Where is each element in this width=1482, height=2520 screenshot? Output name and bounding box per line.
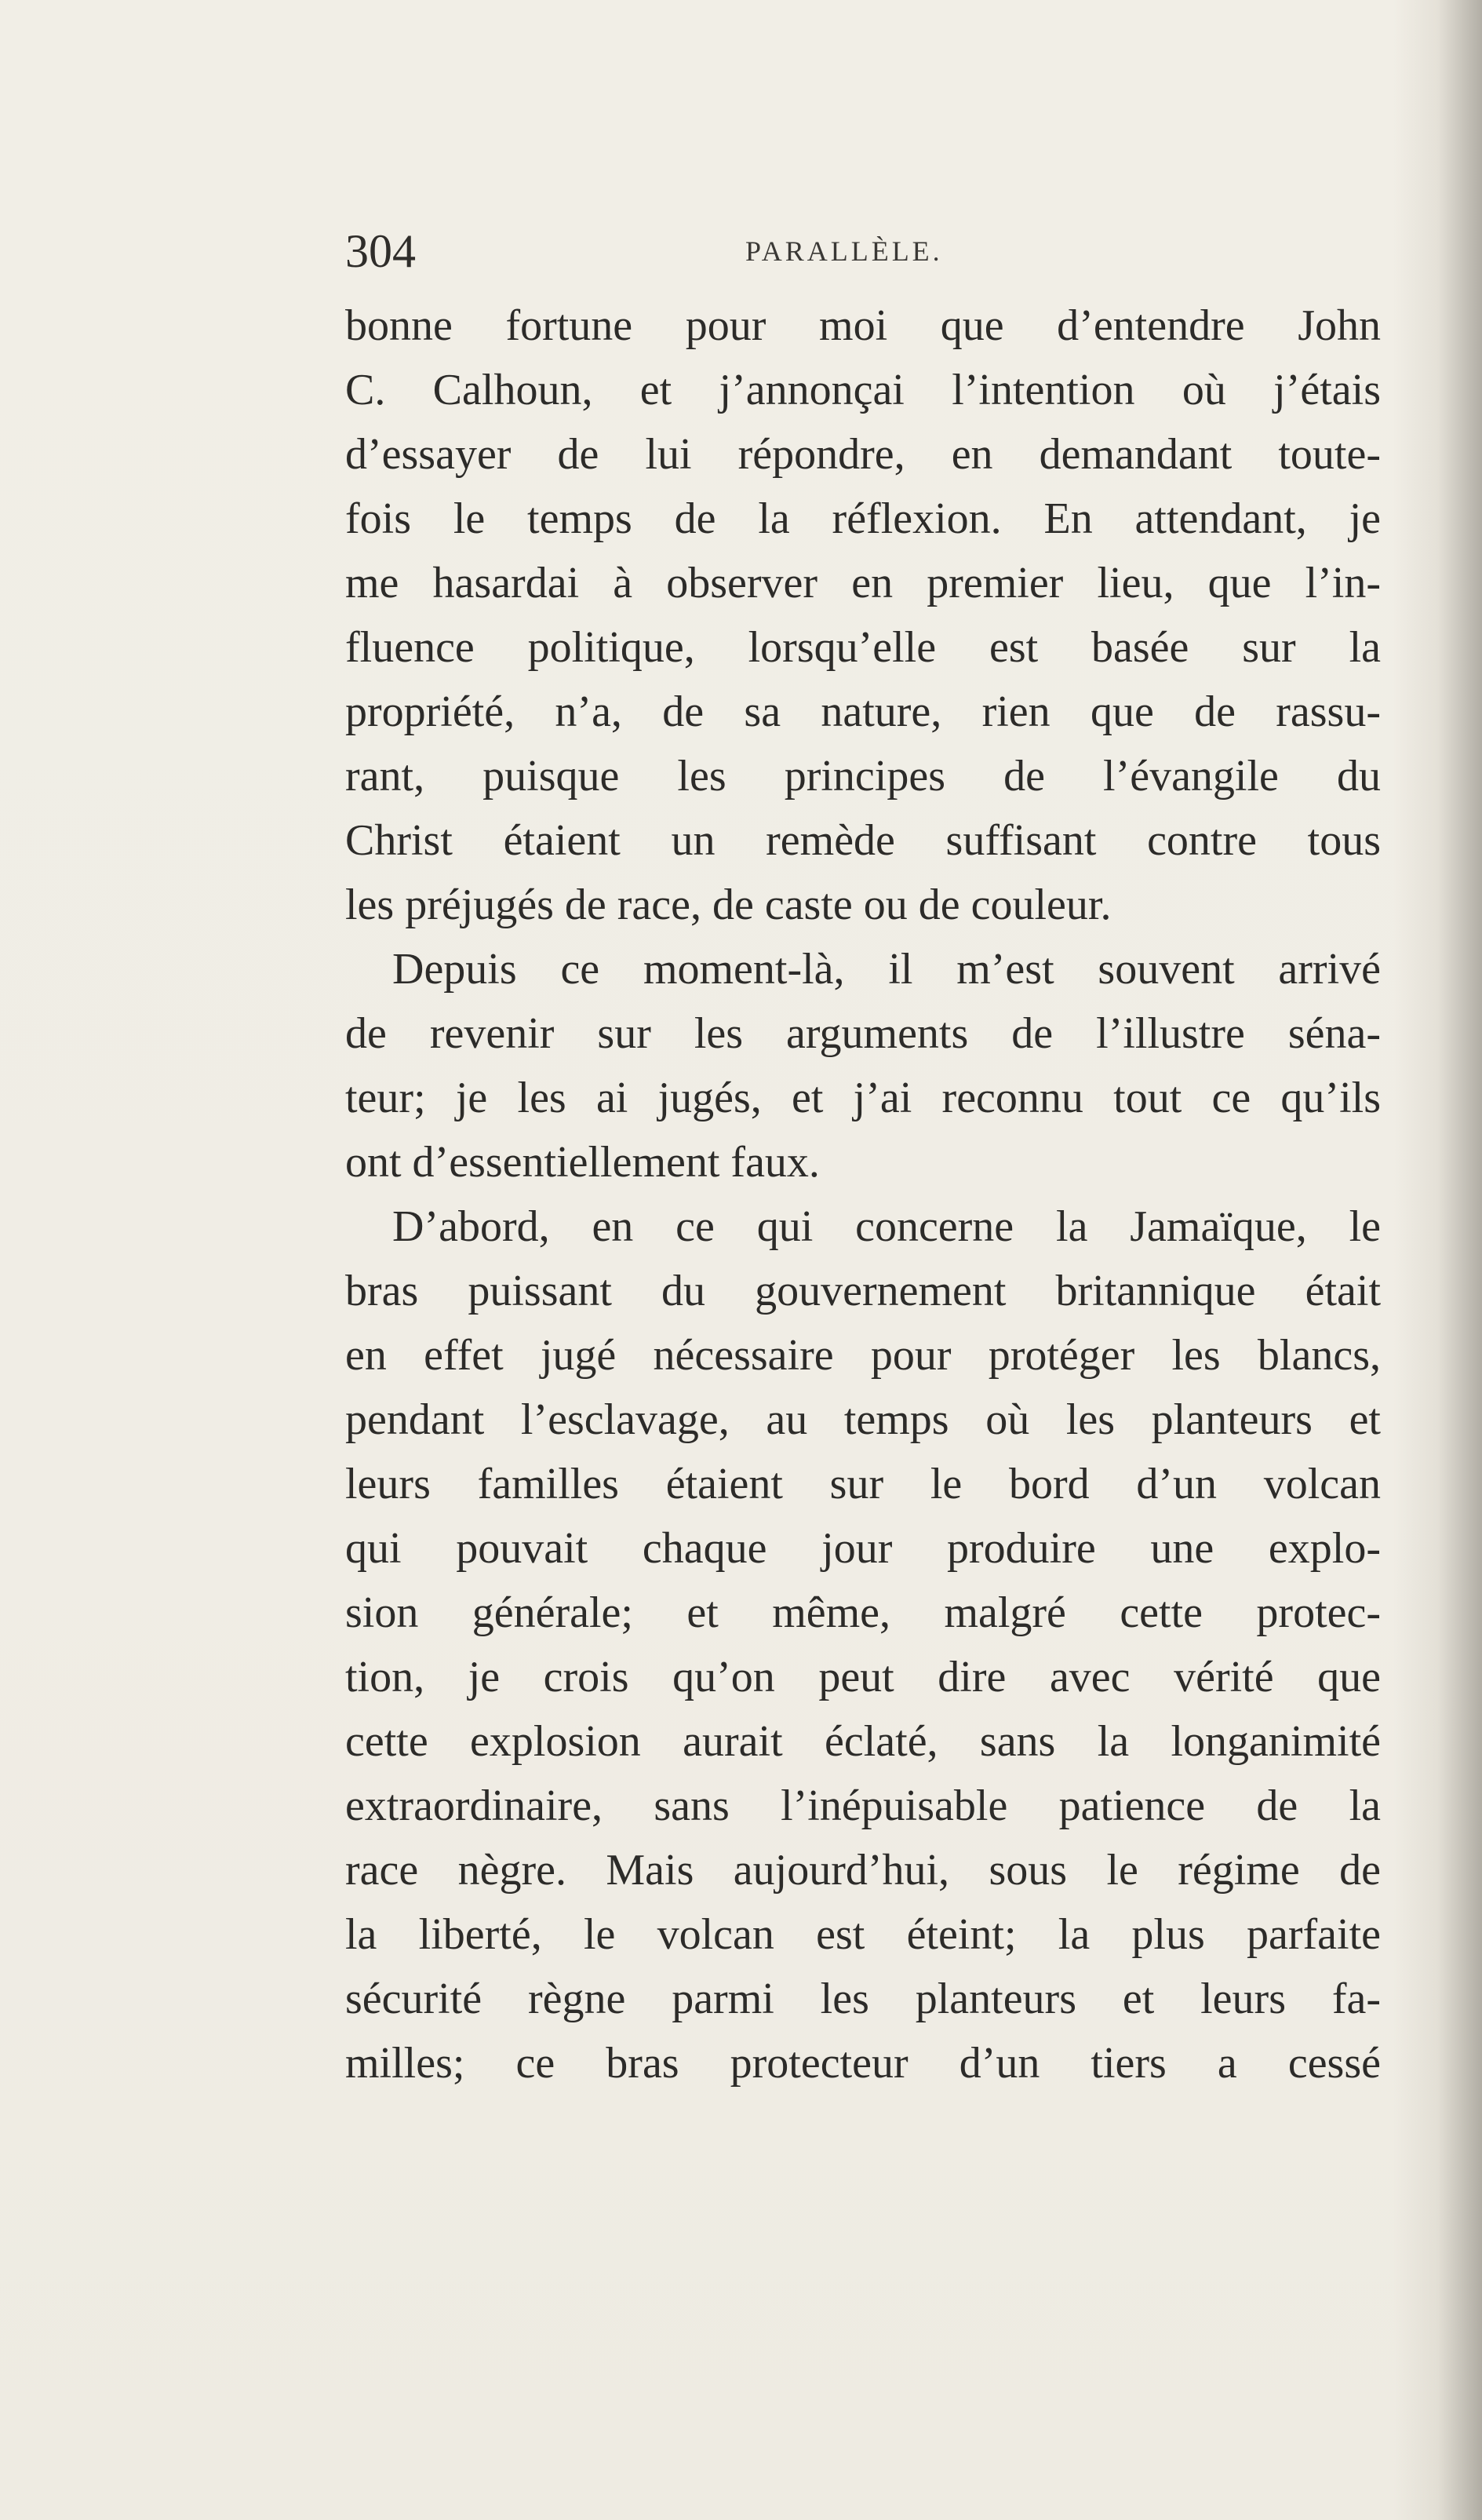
paragraph-first-line: D’abord, en ce qui concerne la Jamaïque, le bbox=[392, 1202, 1381, 1251]
text-line: sion générale; et même, malgré cette protec- bbox=[345, 1588, 1381, 1637]
text-line: ont d’essentiellement faux. bbox=[345, 1138, 820, 1187]
text-line: tion, je crois qu’on peut dire avec vérité que bbox=[345, 1653, 1381, 1701]
text-line: d’essayer de lui répondre, en demandant toute- bbox=[345, 430, 1381, 479]
text-line: pendant l’esclavage, au temps où les planteurs et bbox=[345, 1395, 1381, 1444]
page-number: 304 bbox=[345, 225, 416, 277]
text-line: milles; ce bras protecteur d’un tiers a cessé bbox=[345, 2039, 1381, 2088]
paragraph-first-line: Depuis ce moment-là, il m’est souvent arrivé bbox=[392, 945, 1381, 994]
running-head: PARALLÈLE. bbox=[745, 235, 943, 267]
text-line: rant, puisque les principes de l’évangile du bbox=[345, 752, 1381, 800]
text-line: sécurité règne parmi les planteurs et leurs fa- bbox=[345, 1975, 1381, 2023]
text-line: leurs familles étaient sur le bord d’un volcan bbox=[345, 1460, 1381, 1508]
text-line: race nègre. Mais aujourd’hui, sous le régime de bbox=[345, 1846, 1381, 1895]
text-line: les préjugés de race, de caste ou de couleur. bbox=[345, 881, 1112, 929]
text-line: teur; je les ai jugés, et j’ai reconnu tout ce qu’ils bbox=[345, 1074, 1381, 1122]
text-line: la liberté, le volcan est éteint; la plus parfaite bbox=[345, 1910, 1381, 1959]
text-line: en effet jugé nécessaire pour protéger les blancs, bbox=[345, 1331, 1381, 1380]
text-line: propriété, n’a, de sa nature, rien que de rassu- bbox=[345, 687, 1381, 736]
text-line: Christ étaient un remède suffisant contre tous bbox=[345, 816, 1381, 865]
text-line: bras puissant du gouvernement britannique était bbox=[345, 1267, 1381, 1315]
text-line: extraordinaire, sans l’inépuisable patience de la bbox=[345, 1782, 1381, 1830]
text-line: bonne fortune pour moi que d’entendre John bbox=[345, 301, 1381, 350]
text-line: C. Calhoun, et j’annonçai l’intention où j’étais bbox=[345, 366, 1381, 414]
text-line: me hasardai à observer en premier lieu, que l’in- bbox=[345, 559, 1381, 607]
text-line: de revenir sur les arguments de l’illustre séna- bbox=[345, 1009, 1381, 1058]
page-header bbox=[345, 220, 1381, 283]
text-line: fluence politique, lorsqu’elle est basée sur la bbox=[345, 623, 1381, 672]
body-text bbox=[345, 294, 1381, 2095]
text-line: cette explosion aurait éclaté, sans la longanimité bbox=[345, 1717, 1381, 1766]
text-line: fois le temps de la réflexion. En attendant, je bbox=[345, 494, 1381, 543]
text-line: qui pouvait chaque jour produire une explo- bbox=[345, 1524, 1381, 1573]
